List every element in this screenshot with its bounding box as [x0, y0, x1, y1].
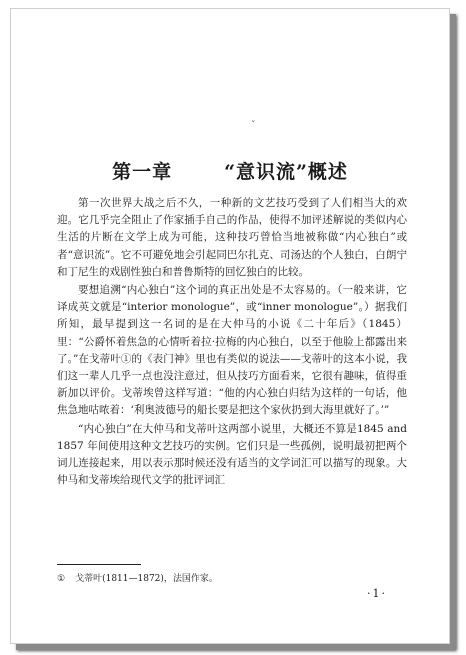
footnote-mark: ① [57, 574, 66, 584]
chapter-heading [11, 157, 449, 184]
page-number: ·1· [367, 587, 387, 600]
chapter-number: 第一章 [112, 161, 173, 183]
chapter-title: “意识流”概述 [224, 161, 348, 183]
paragraph-3: “内心独白”在大仲马和戈蒂叶这两部小说里，大概还不算是1845 and 1857 年间使用这种文艺技巧的实例。它们只是一些孤例，说明最初把两个词儿连接起来，用以表示那时候还没有适当的文学词汇可以描写的现象。大仲马和戈蒂埃给现代文学的批评词汇 [57, 422, 407, 487]
top-mark: ˇ [251, 121, 256, 131]
footnote-text: 戈蒂叶(1811—1872)，法国作家。 [75, 574, 218, 584]
book-page [10, 8, 450, 644]
body-text [57, 195, 407, 489]
footnote [57, 571, 218, 584]
paragraph-2: 要想追溯“内心独白”这个词的真正出处是不太容易的。（一般来讲，它译成英文就是“interior monologue”，或“inner monologue”。）据我们所知，最早提到这一名词的是在大仲马的小说《二十年后》（1845）里：“公爵怀着焦急的心情听着拉·拉梅的内心独白，以至于他脸上都露出来了。”在戈蒂叶①的《表门神》里也有类似的说法——戈蒂叶的这本小说，我们这一辈人几乎一点也没注意过，但从技巧方面看来，它很有趣味，值得重新加以评价。戈蒂埃曾这样写道：“他的内心独白归结为这样的一句话，他焦急地咕哝着：‘利奥波德号的船长要是把这个家伙扔到大海里就好了。’” [57, 284, 407, 417]
paragraph-1: 第一次世界大战之后不久，一种新的文艺技巧受到了人们相当大的欢迎。它几乎完全阻止了作家插手自己的作品，使得不加评述解说的类似内心生活的片断在文学上成为可能，这种技巧曾恰当地被称做“内心独白”或者“意识流”。它不可避免地会引起同巴尔扎克、司汤达的个人独白，白朗宁和丁尼生的戏剧性独白和普鲁斯特的回忆独白的比较。 [57, 197, 407, 278]
footnote-divider [57, 564, 141, 565]
